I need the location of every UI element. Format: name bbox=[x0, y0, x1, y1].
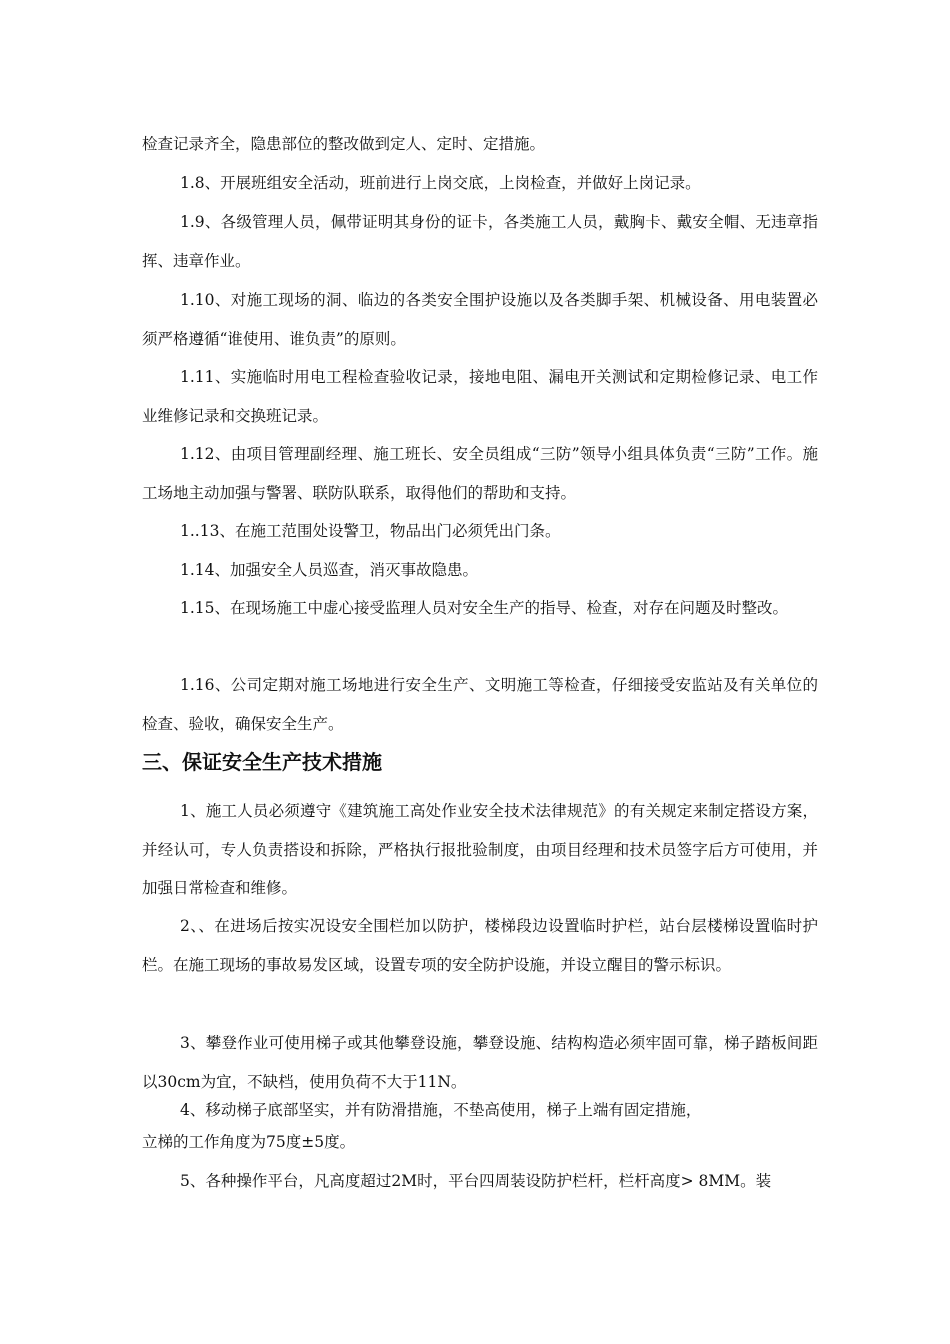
paragraph-1-10: 1.10、对施工现场的洞、临边的各类安全围护设施以及各类脚手架、机械设备、用电装置必须严格遵循“谁使用、谁负责”的原则。 bbox=[142, 291, 818, 348]
section-heading: 三、保证安全生产技术措施 bbox=[142, 750, 382, 774]
paragraph-tech-1: 1、施工人员必须遵守《建筑施工高处作业安全技术法律规范》的有关规定来制定搭设方案，并经认可，专人负责搭设和拆除，严格执行报批验制度，由项目经理和技术员签字后方可使用，并加强日常检查和维修。 bbox=[142, 802, 818, 897]
paragraph-1-16: 1.16、公司定期对施工场地进行安全生产、文明施工等检查，仔细接受安监站及有关单位的检查、验收，确保安全生产。 bbox=[142, 676, 818, 733]
paragraph-tech-3: 3、攀登作业可使用梯子或其他攀登设施，攀登设施、结构构造必须牢固可靠，梯子踏板间距以30cm为宜，不缺档，使用负荷不大于11N。 bbox=[142, 1034, 818, 1091]
paragraph-tech-4-cont: 立梯的工作角度为75度±5度。 bbox=[142, 1133, 356, 1151]
paragraph-tech-5: 5、各种操作平台，凡高度超过2M时，平台四周装设防护栏杆，栏杆高度> 8MM。装 bbox=[180, 1172, 772, 1190]
paragraph-1-15: 1.15、在现场施工中虚心接受监理人员对安全生产的指导、检查，对存在问题及时整改。 bbox=[180, 599, 789, 617]
paragraph-1-13: 1..13、在施工范围处设警卫，物品出门必须凭出门条。 bbox=[180, 522, 561, 540]
paragraph-1-9: 1.9、各级管理人员，佩带证明其身份的证卡，各类施工人员，戴胸卡、戴安全帽、无违章指挥、违章作业。 bbox=[142, 213, 818, 270]
paragraph-1-11: 1.11、实施临时用电工程检查验收记录，接地电阻、漏电开关测试和定期检修记录、电工作业维修记录和交换班记录。 bbox=[142, 368, 818, 425]
paragraph-1-14: 1.14、加强安全人员巡查，消灭事故隐患。 bbox=[180, 561, 479, 579]
paragraph-tech-2: 2、、在进场后按实况设安全围栏加以防护，楼梯段边设置临时护栏，站台层楼梯设置临时护栏。在施工现场的事故易发区域，设置专项的安全防护设施，并设立醒目的警示标识。 bbox=[142, 917, 818, 974]
paragraph-tech-4: 4、移动梯子底部坚实，并有防滑措施，不垫高使用，梯子上端有固定措施， bbox=[180, 1101, 702, 1119]
paragraph-continuation: 检查记录齐全，隐患部位的整改做到定人、定时、定措施。 bbox=[142, 135, 546, 153]
paragraph-1-12: 1.12、由项目管理副经理、施工班长、安全员组成“三防”领导小组具体负责“三防”工作。施工场地主动加强与警署、联防队联系，取得他们的帮助和支持。 bbox=[142, 445, 818, 502]
paragraph-1-8: 1.8、开展班组安全活动，班前进行上岗交底，上岗检查，并做好上岗记录。 bbox=[180, 174, 701, 192]
